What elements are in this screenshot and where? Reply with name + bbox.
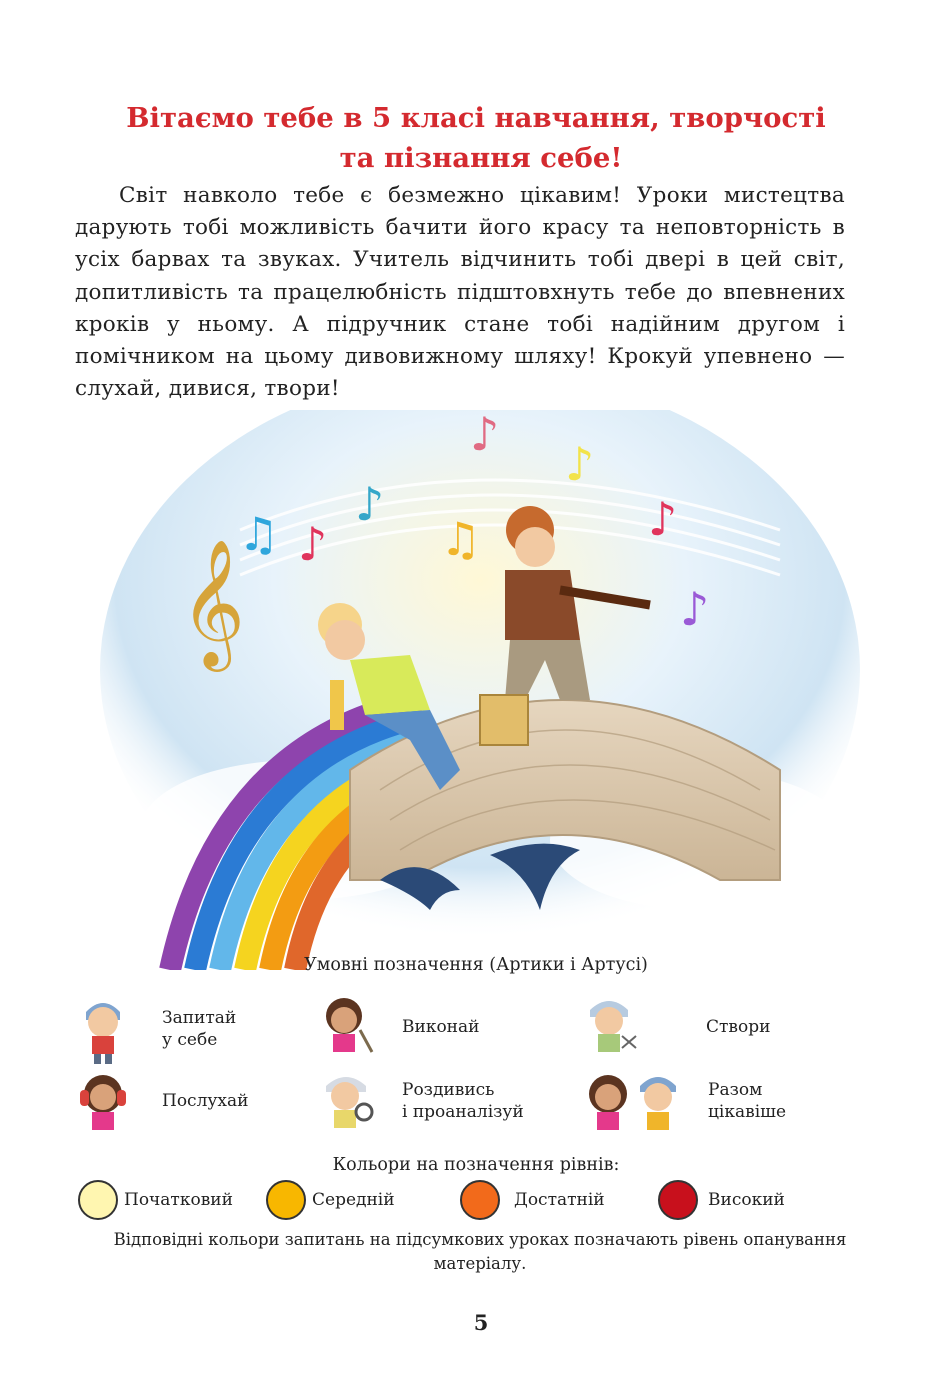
boy-with-scissors-icon: [578, 990, 640, 1064]
legend-item-create: [578, 990, 770, 1064]
level-initial: [78, 1180, 233, 1220]
svg-text:♪: ♪: [355, 477, 385, 531]
svg-text:♫: ♫: [440, 512, 482, 566]
legend-title: Умовні позначення (Артики і Артусі): [304, 955, 648, 975]
level-high: [658, 1180, 785, 1220]
svg-text:𝄞: 𝄞: [180, 538, 246, 666]
level-dot: [658, 1180, 698, 1220]
girl-with-brush-icon: [316, 990, 378, 1064]
legend-label: Послухай: [162, 1091, 249, 1111]
title-line-2: та пізнання себе!: [339, 142, 623, 174]
legend-label: Разом цікавіше: [708, 1080, 787, 1122]
level-dot: [460, 1180, 500, 1220]
level-dot: [266, 1180, 306, 1220]
svg-text:♪: ♪: [565, 437, 595, 491]
girl-and-boy-icon: [578, 1064, 688, 1138]
page-title: [0, 98, 952, 178]
legend-label: Виконай: [402, 1017, 480, 1037]
title-line-1: Вітаємо тебе в 5 класі навчання, творчості: [126, 102, 826, 134]
svg-text:♪: ♪: [298, 517, 328, 571]
boy-thinking-icon: [72, 992, 134, 1066]
legend-item-examine: [316, 1064, 524, 1138]
svg-text:♪: ♪: [470, 410, 500, 461]
legend-item-ask-yourself: [72, 992, 236, 1066]
boy-magnifier-icon: [316, 1064, 378, 1138]
levels-note: Відповідні кольори запитань на підсумкових уроках позначають рівень опанування матеріалу.: [113, 1230, 847, 1273]
rainbow-illustration: [0, 410, 952, 970]
level-label: Середній: [312, 1190, 395, 1210]
level-sufficient: [460, 1180, 605, 1220]
level-dot: [78, 1180, 118, 1220]
legend-item-do: [316, 990, 479, 1064]
page-number: 5: [473, 1310, 489, 1335]
levels-title: Кольори на позначення рівнів:: [332, 1155, 620, 1175]
intro-paragraph: Світ навколо тебе є безмежно цікавим! Уроки мистецтва дарують тобі можливість бачити його красу та неповторність в усіх барвах та звуках. Учитель відчинить тобі двері в цей світ, допитливість та працелюбність підштовхнуть тебе до впевнених кроків у ньому. А підручник стане тобі надійним другом і помічником на цьому дивовижному шляху! Крокуй упевнено — слухай, дивися, твори!: [75, 183, 845, 402]
svg-text:♫: ♫: [238, 507, 280, 561]
legend-item-listen: [72, 1064, 248, 1138]
girl-headphones-icon: [72, 1064, 134, 1138]
level-medium: [266, 1180, 395, 1220]
level-label: Достатній: [514, 1190, 605, 1210]
legend-label: Створи: [706, 1017, 771, 1037]
svg-text:♪: ♪: [680, 582, 710, 636]
svg-text:♪: ♪: [648, 492, 678, 546]
legend-item-together: [578, 1064, 786, 1138]
level-label: Початковий: [124, 1190, 233, 1210]
legend-label: Роздивись і проаналізуй: [402, 1080, 524, 1122]
legend-label: Запитай у себе: [162, 1008, 237, 1050]
level-label: Високий: [708, 1190, 785, 1210]
